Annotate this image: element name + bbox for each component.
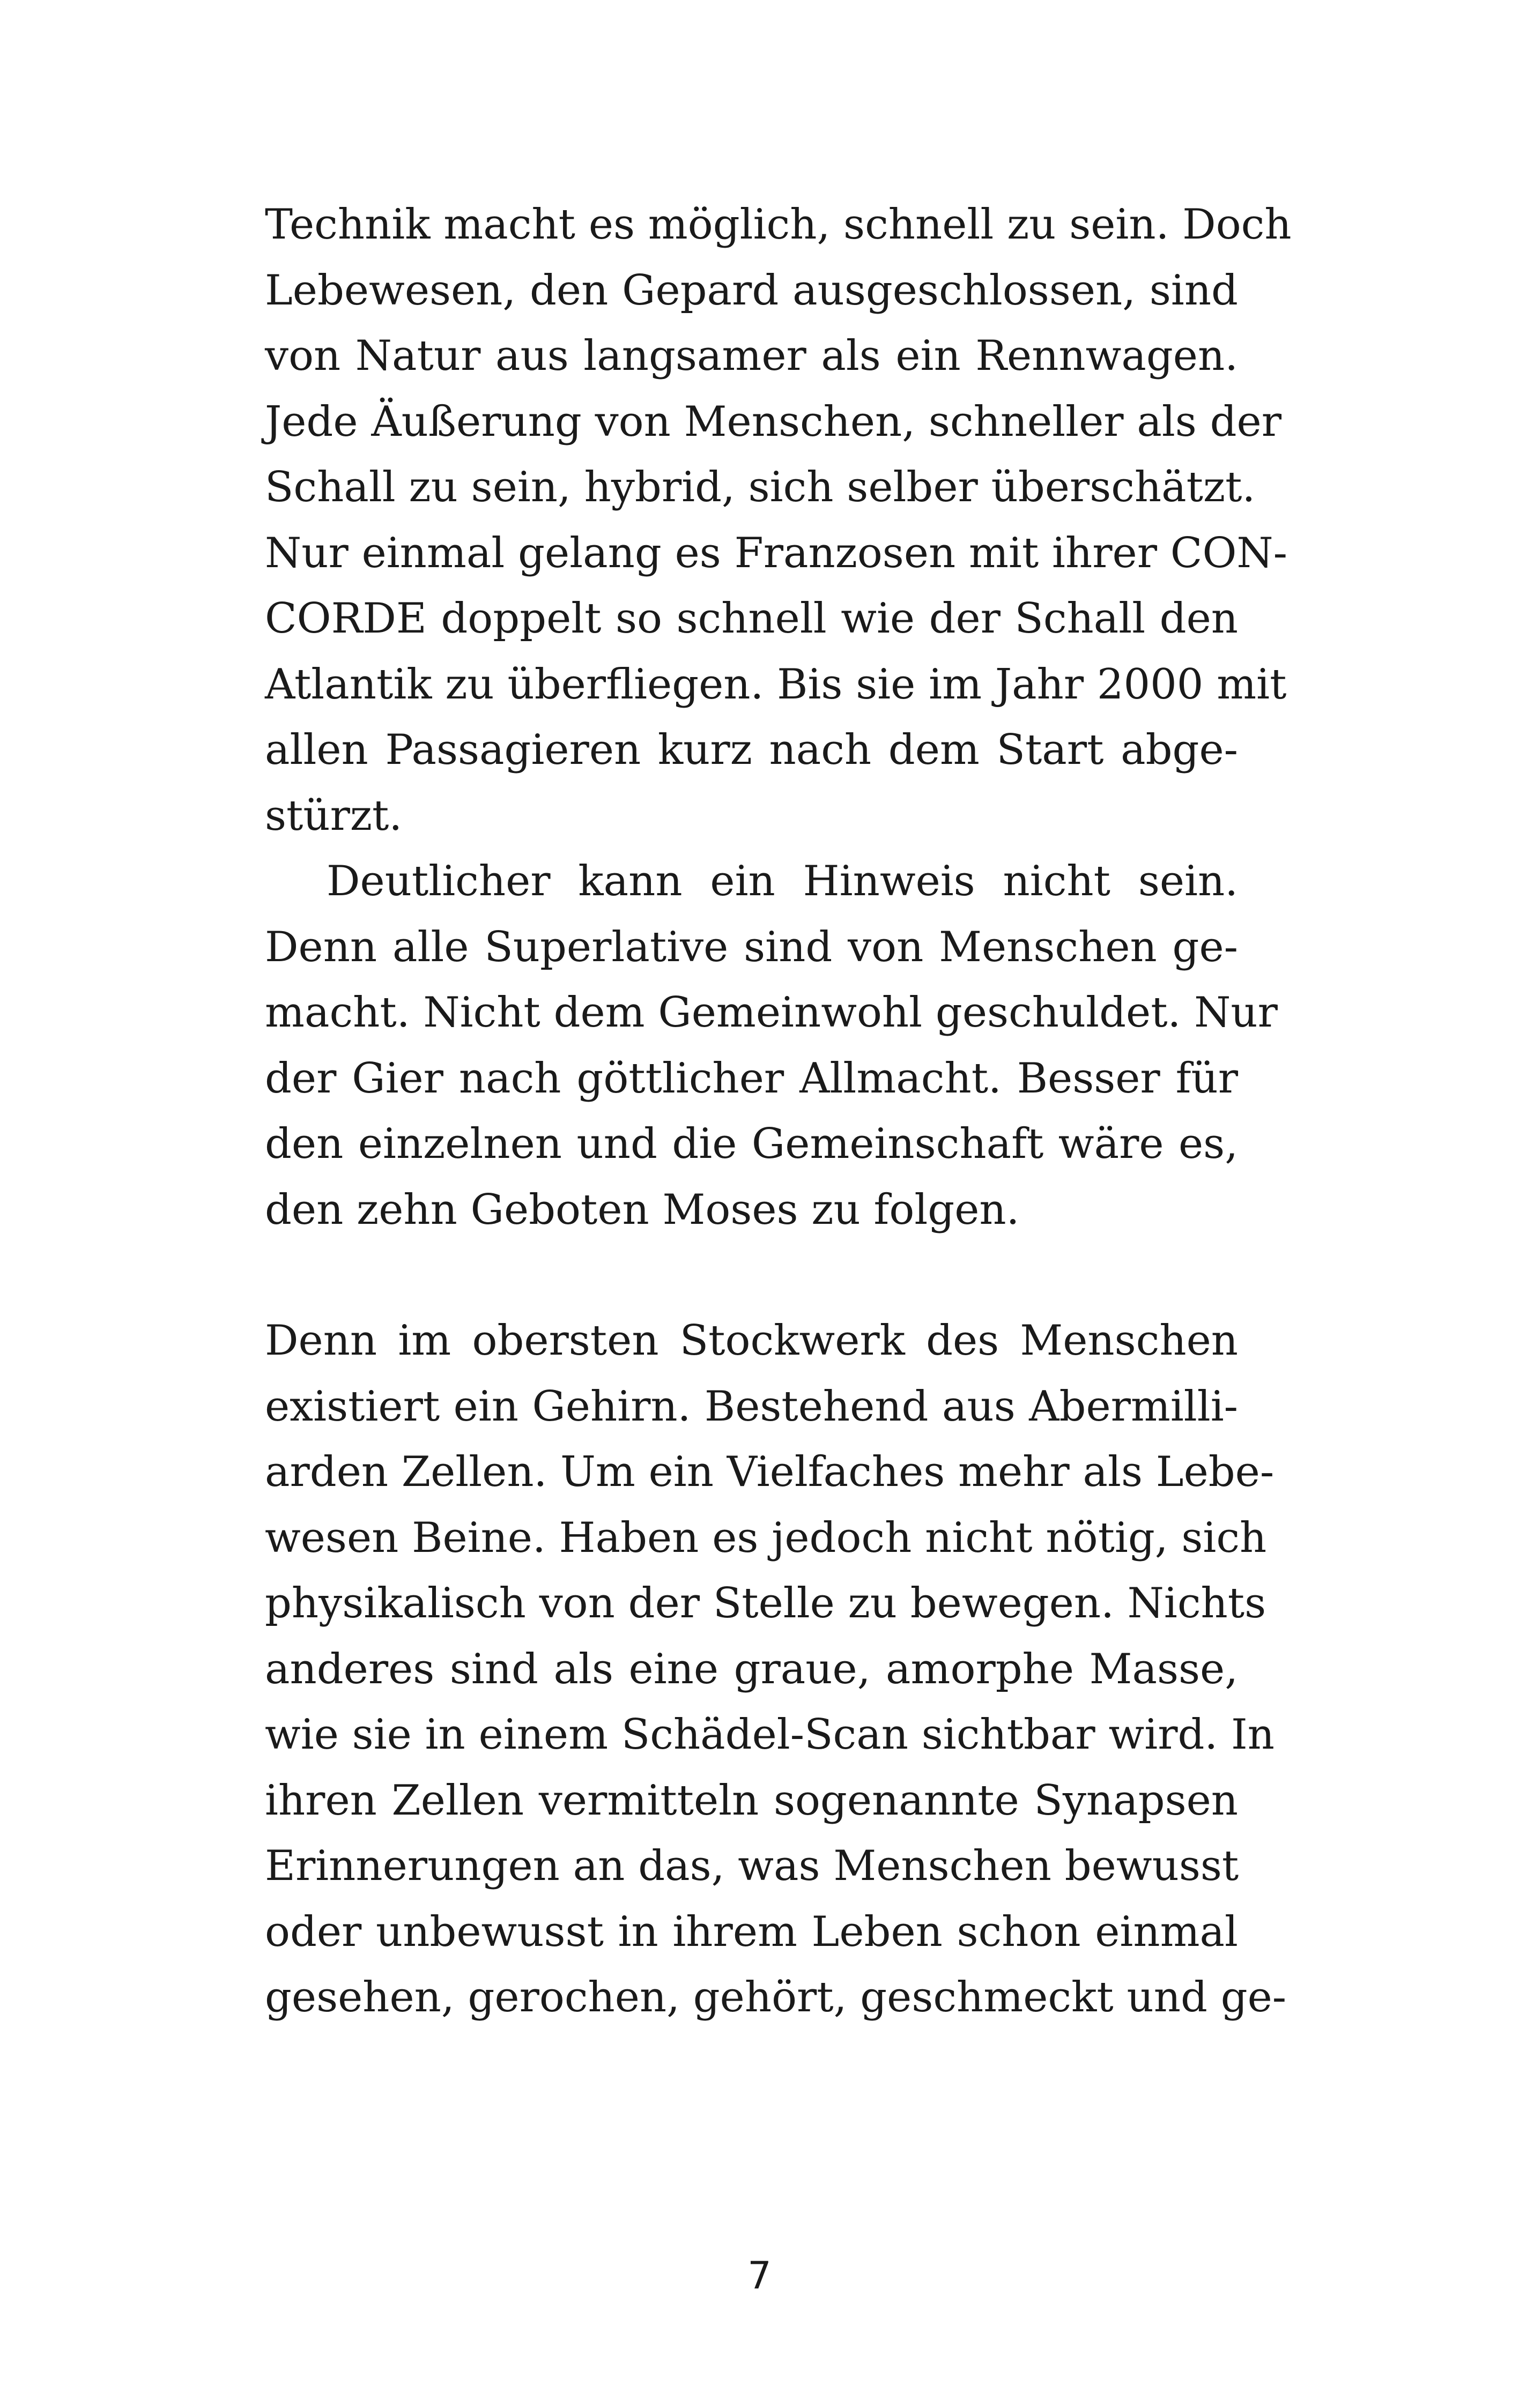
text-line: arden Zellen. Um ein Vielfaches mehr als Lebe-: [265, 1448, 1275, 1496]
text-line: Lebewesen, den Gepard ausgeschlossen, sind: [265, 266, 1238, 315]
paragraph-1: [265, 192, 1292, 849]
text-line: anderes sind als eine graue, amorphe Masse,: [265, 1645, 1238, 1693]
text-line: Jede Äußerung von Menschen, schneller als der: [265, 397, 1281, 446]
text-line: Atlantik zu überfliegen. Bis sie im Jahr 2000 mit: [265, 660, 1287, 709]
text-line: den zehn Geboten Moses zu folgen.: [265, 1185, 1020, 1234]
text-line: Denn alle Superlative sind von Menschen ge-: [265, 923, 1238, 971]
page-number: 7: [747, 2254, 772, 2298]
text-line: CORDE doppelt so schnell wie der Schall den: [265, 594, 1238, 643]
text-line: der Gier nach göttlicher Allmacht. Besser für: [265, 1054, 1238, 1103]
text-line: Denn im obersten Stockwerk des Menschen: [265, 1317, 1238, 1365]
text-line: oder unbewusst in ihrem Leben schon einmal: [265, 1907, 1238, 1956]
text-line: Schall zu sein, hybrid, sich selber überschätzt.: [265, 463, 1256, 511]
text-line: ihren Zellen vermitteln sogenannte Synapsen: [265, 1776, 1238, 1825]
paragraph-3: [265, 1308, 1287, 2031]
text-line: Erinnerungen an das, was Menschen bewusst: [265, 1842, 1239, 1890]
text-line: stürzt.: [265, 791, 403, 840]
text-line: physikalisch von der Stelle zu bewegen. Nichts: [265, 1579, 1266, 1627]
text-line: wie sie in einem Schädel-Scan sichtbar wird. In: [265, 1711, 1275, 1759]
paragraph-2: [265, 849, 1278, 1243]
text-line: macht. Nicht dem Gemeinwohl geschuldet. Nur: [265, 989, 1278, 1037]
text-line: gesehen, gerochen, gehört, geschmeckt und ge-: [265, 1973, 1287, 2021]
text-line: Nur einmal gelang es Franzosen mit ihrer CON-: [265, 529, 1288, 577]
text-line: den einzelnen und die Gemeinschaft wäre es,: [265, 1120, 1238, 1168]
text-line: Technik macht es möglich, schnell zu sein. Doch: [265, 200, 1292, 249]
text-line: existiert ein Gehirn. Bestehend aus Abermilli-: [265, 1382, 1238, 1431]
text-line: Deutlicher kann ein Hinweis nicht sein.: [327, 857, 1238, 905]
text-line: wesen Beine. Haben es jedoch nicht nötig, sich: [265, 1513, 1267, 1562]
text-line: von Natur aus langsamer als ein Rennwagen.: [265, 332, 1238, 380]
text-line: allen Passagieren kurz nach dem Start abge-: [265, 726, 1238, 774]
